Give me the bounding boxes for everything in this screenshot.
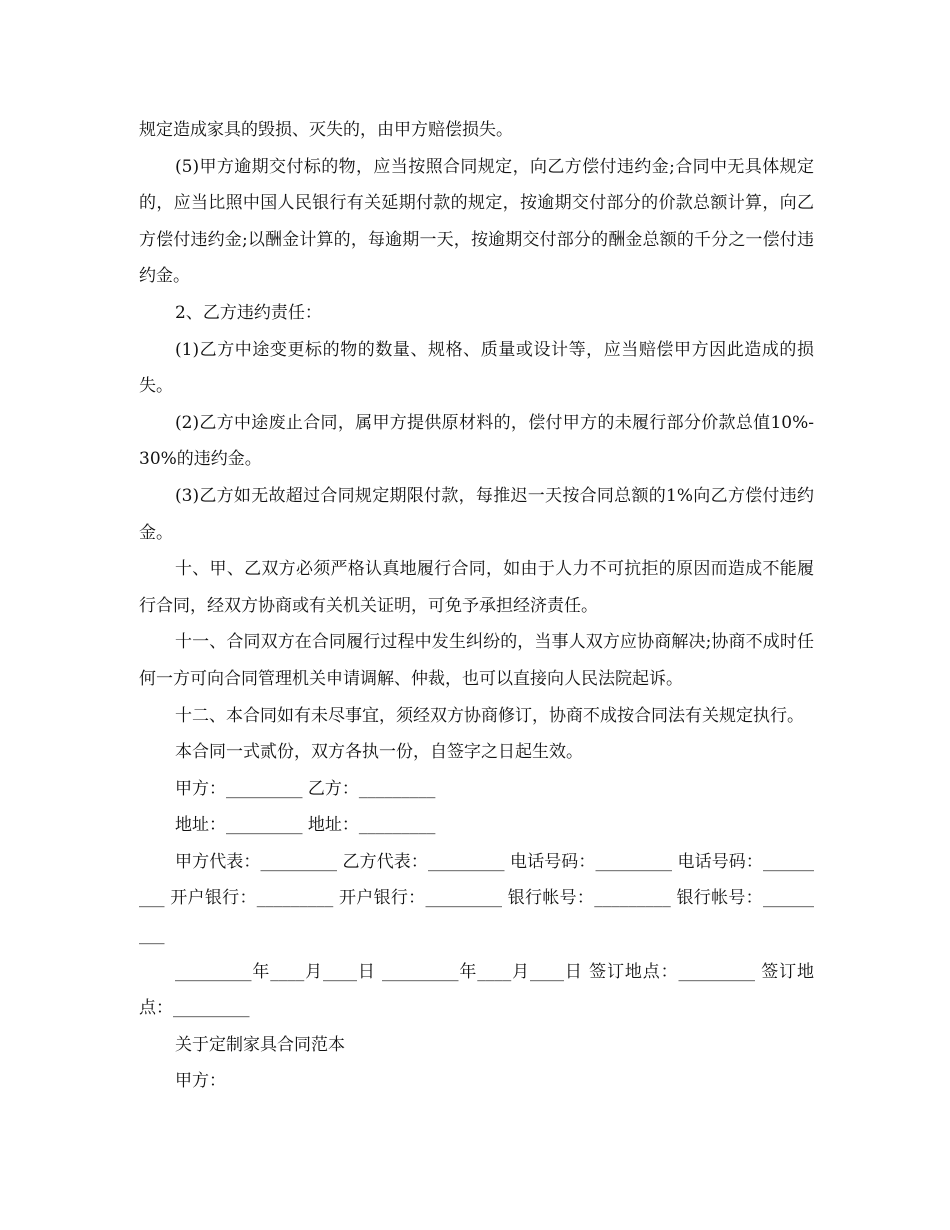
- paragraph-9: 十二、本合同如有未尽事宜，须经双方协商修订，协商不成按合同法有关规定执行。: [175, 705, 804, 726]
- signature-party-line: 甲方：_________ 乙方：_________: [175, 778, 436, 799]
- paragraph-8: 十一、合同双方在合同履行过程中发生纠纷的，当事人双方应协商解决;协商不成时任何一方可向合同管理机关申请调解、仲裁，也可以直接向人民法院起诉。: [139, 632, 814, 689]
- paragraph-3: 2、乙方违约责任：: [175, 302, 322, 323]
- paragraph-7: 十、甲、乙双方必须严格认真地履行合同，如由于人力不可抗拒的原因而造成不能履行合同，经双方协商或有关机关证明，可免予承担经济责任。: [139, 559, 814, 616]
- document-body: [139, 112, 814, 1100]
- next-contract-title: 关于定制家具合同范本: [175, 1034, 345, 1055]
- signature-date-line: _________年____月____日 _________年____月____日 签订地点：_________ 签订地点：_________: [139, 961, 814, 1019]
- paragraph-1: 规定造成家具的毁损、灭失的，由甲方赔偿损失。: [139, 120, 513, 140]
- signature-address-line: 地址：_________ 地址：_________: [175, 815, 436, 836]
- paragraph-6: (3)乙方如无故超过合同规定期限付款，每推迟一天按合同总额的1%向乙方偿付违约金。: [139, 485, 814, 543]
- paragraph-4: (1)乙方中途变更标的物的数量、规格、质量或设计等，应当赔偿甲方因此造成的损失。: [139, 339, 814, 397]
- paragraph-5: (2)乙方中途废止合同，属甲方提供原材料的，偿付甲方的未履行部分价款总值10%-30%的违约金。: [139, 412, 814, 470]
- next-party-a-label: 甲方：: [175, 1071, 226, 1092]
- signature-contact-line: 甲方代表：_________ 乙方代表：_________ 电话号码：_________ 电话号码：_________ 开户银行：_________ 开户银行：_________ 银行帐号：_________ 银行帐号：_________: [139, 851, 814, 946]
- paragraph-2: (5)甲方逾期交付标的物，应当按照合同规定，向乙方偿付违约金;合同中无具体规定的，应当比照中国人民银行有关延期付款的规定，按逾期交付部分的价款总额计算，向乙方偿付违约金;以酬金计算的，每逾期一天，按逾期交付部分的酬金总额的千分之一偿付违约金。: [139, 156, 814, 287]
- paragraph-10: 本合同一式贰份，双方各执一份，自签字之日起生效。: [175, 742, 583, 763]
